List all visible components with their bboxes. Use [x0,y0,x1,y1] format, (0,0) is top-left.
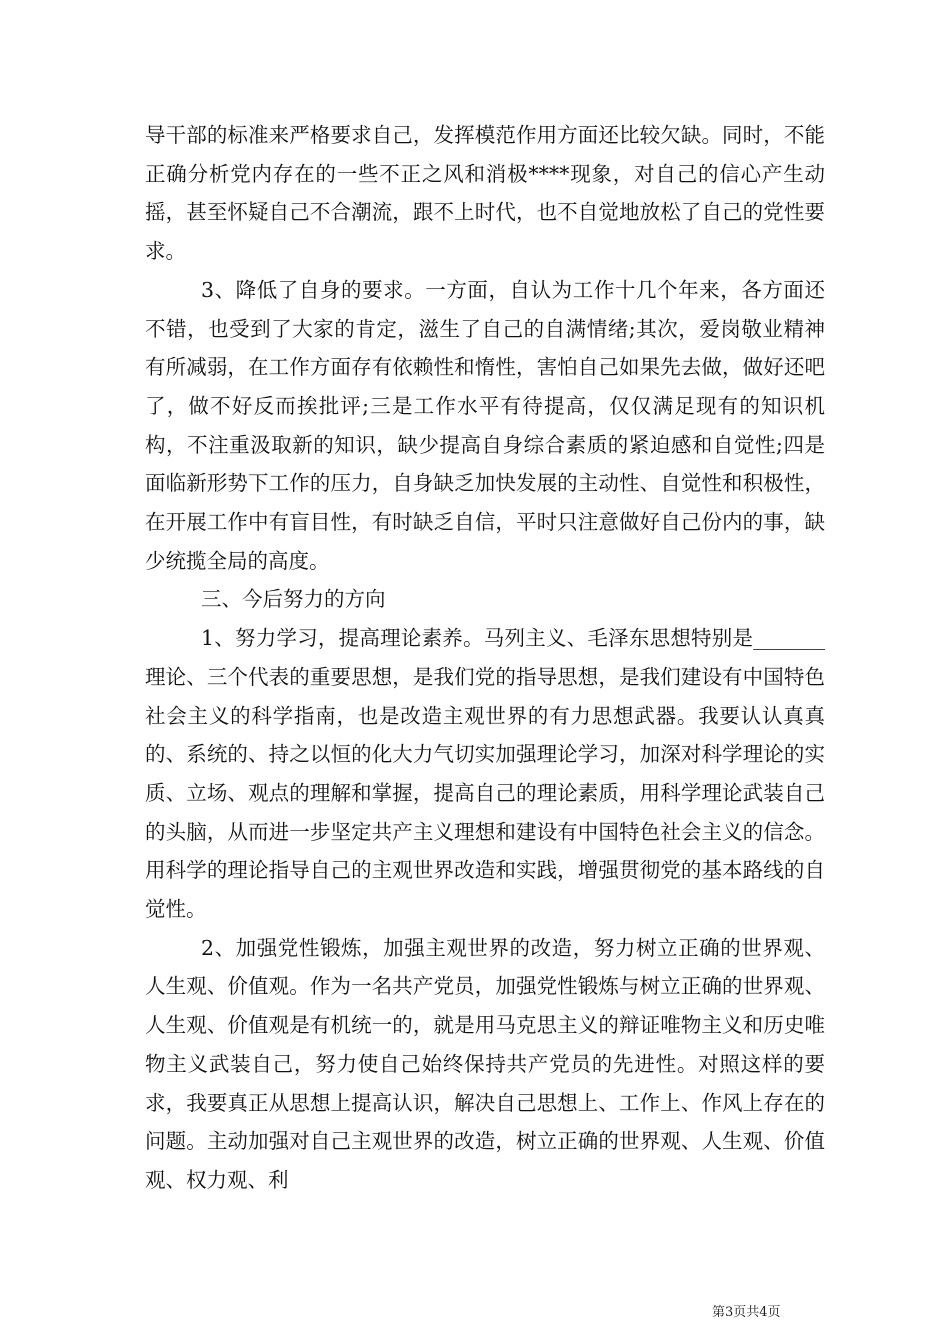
paragraph-continuation: 导干部的标准来严格要求自己，发挥模范作用方面还比较欠缺。同时，不能正确分析党内存在的一些不正之风和消极****现象，对自己的信心产生动摇，甚至怀疑自己不合潮流，跟不上时代，也不自觉地放松了自己的党性要求。 [145,123,825,264]
paragraph-point-3: 3、降低了自身的要求。一方面，自认为工作十几个年来，各方面还不错，也受到了大家的肯定，滋生了自己的自满情绪;其次，爱岗敬业精神有所减弱，在工作方面存有依赖性和惰性，害怕自己如果先去做，做好还吧了，做不好反而挨批评;三是工作水平有待提高，仅仅满足现有的知识机构，不注重汲取新的知识，缺少提高自身综合素质的紧迫感和自觉性;四是面临新形势下工作的压力，自身缺乏加快发展的主动性、自觉性和积极性，在开展工作中有盲目性，有时缺乏自信，平时只注意做好自己份内的事，缺少统揽全局的高度。 [145,277,825,573]
paragraph-item-2: 2、加强党性锻炼，加强主观世界的改造，努力树立正确的世界观、人生观、价值观。作为一名共产党员，加强党性锻炼与树立正确的世界观、人生观、价值观是有机统一的，就是用马克思主义的辩证唯物主义和历史唯物主义武装自己，努力使自己始终保持共产党员的先进性。对照这样的要求，我要真正从思想上提高认识，解决自己思想上、工作上、作风上存在的问题。主动加强对自己主观世界的改造，树立正确的世界观、人生观、价值观、权力观、利 [145,935,825,1192]
document-body [145,116,825,1200]
paragraph-item-1: 1、努力学习，提高理论素养。马列主义、毛泽东思想特别是_______理论、三个代表的重要思想，是我们党的指导思想，是我们建设有中国特色社会主义的科学指南，也是改造主观世界的有力思想武器。我要认认真真的、系统的、持之以恒的化大力气切实加强理论学习，加深对科学理论的实质、立场、观点的理解和掌握，提高自己的理论素质，用科学理论武装自己的头脑，从而进一步坚定共产主义理想和建设有中国特色社会主义的信念。用科学的理论指导自己的主观世界改造和实践，增强贯彻党的基本路线的自觉性。 [145,626,825,922]
section-heading-future-direction: 三、今后努力的方向 [201,587,386,612]
page-number-footer: 第3页共4页 [712,1305,781,1320]
